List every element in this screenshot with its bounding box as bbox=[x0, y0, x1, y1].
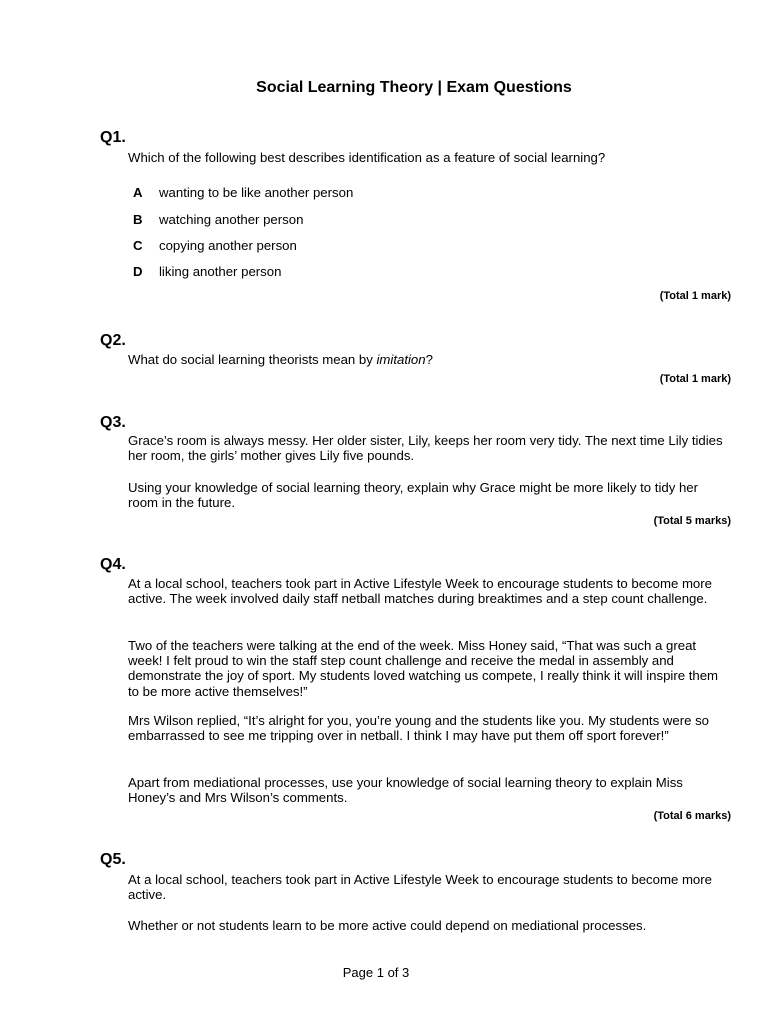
of-word: of bbox=[387, 965, 399, 980]
option-text: watching another person bbox=[159, 212, 304, 227]
q5-paragraph-2: Whether or not students learn to be more active could depend on mediational processes. bbox=[128, 918, 647, 933]
option-letter: B bbox=[133, 212, 143, 227]
page-word: Page bbox=[342, 965, 374, 980]
page-current: 1 bbox=[376, 965, 384, 980]
q2-question-emphasis: imitation bbox=[376, 352, 426, 367]
q4-paragraph-3: Mrs Wilson replied, “It’s alright for you, you’re young and the students like you. My students were so embarrassed to see me tripping over in netball. I think I may have put them off sport forever!” bbox=[128, 713, 710, 744]
q2-question-text: What do social learning theorists mean by bbox=[128, 352, 377, 367]
q1-label: Q1. bbox=[100, 129, 126, 146]
q3-paragraph-2: Using your knowledge of social learning theory, explain why Grace might be more likely to tidy her room in the future. bbox=[128, 480, 699, 511]
q4-paragraph-2: Two of the teachers were talking at the end of the week. Miss Honey said, “That was such a great week! I felt proud to win the staff step count challenge and receive the medal in assembly and demonstrate the joy of sport. My students loved watching us compete, I really think it will inspire them to be more active themselves!” bbox=[128, 638, 719, 699]
page-total: 3 bbox=[402, 965, 410, 980]
q3-label: Q3. bbox=[100, 414, 126, 431]
option-text: copying another person bbox=[159, 238, 297, 253]
q3-marks: (Total 5 marks) bbox=[653, 515, 731, 527]
page-footer bbox=[0, 965, 752, 981]
q4-paragraph-4: Apart from mediational processes, use your knowledge of social learning theory to explain Miss Honey’s and Mrs Wilson’s comments. bbox=[128, 775, 683, 806]
option-letter: C bbox=[133, 238, 143, 253]
option-letter: D bbox=[133, 264, 143, 279]
q5-paragraph-1: At a local school, teachers took part in Active Lifestyle Week to encourage students to become more active. bbox=[128, 872, 712, 903]
q4-marks: (Total 6 marks) bbox=[653, 810, 731, 822]
option-text: wanting to be like another person bbox=[159, 185, 354, 200]
q5-label: Q5. bbox=[100, 851, 126, 868]
q2-question-end: ? bbox=[425, 352, 433, 367]
q4-paragraph-1: At a local school, teachers took part in Active Lifestyle Week to encourage students to become more active. The week involved daily staff netball matches during breaktimes and a step count challenge. bbox=[128, 576, 712, 607]
q2-marks: (Total 1 mark) bbox=[659, 373, 731, 385]
q1-question: Which of the following best describes identification as a feature of social learning? bbox=[128, 150, 606, 165]
q1-marks: (Total 1 mark) bbox=[659, 290, 731, 302]
q2-question bbox=[128, 352, 728, 367]
option-letter: A bbox=[133, 185, 143, 200]
q3-paragraph-1: Grace’s room is always messy. Her older sister, Lily, keeps her room very tidy. The next time Lily tidies her room, the girls’ mother gives Lily five pounds. bbox=[128, 433, 723, 464]
document-title: Social Learning Theory | Exam Questions bbox=[256, 79, 572, 96]
q2-label: Q2. bbox=[100, 332, 126, 349]
option-text: liking another person bbox=[159, 264, 282, 279]
q4-label: Q4. bbox=[100, 556, 126, 573]
